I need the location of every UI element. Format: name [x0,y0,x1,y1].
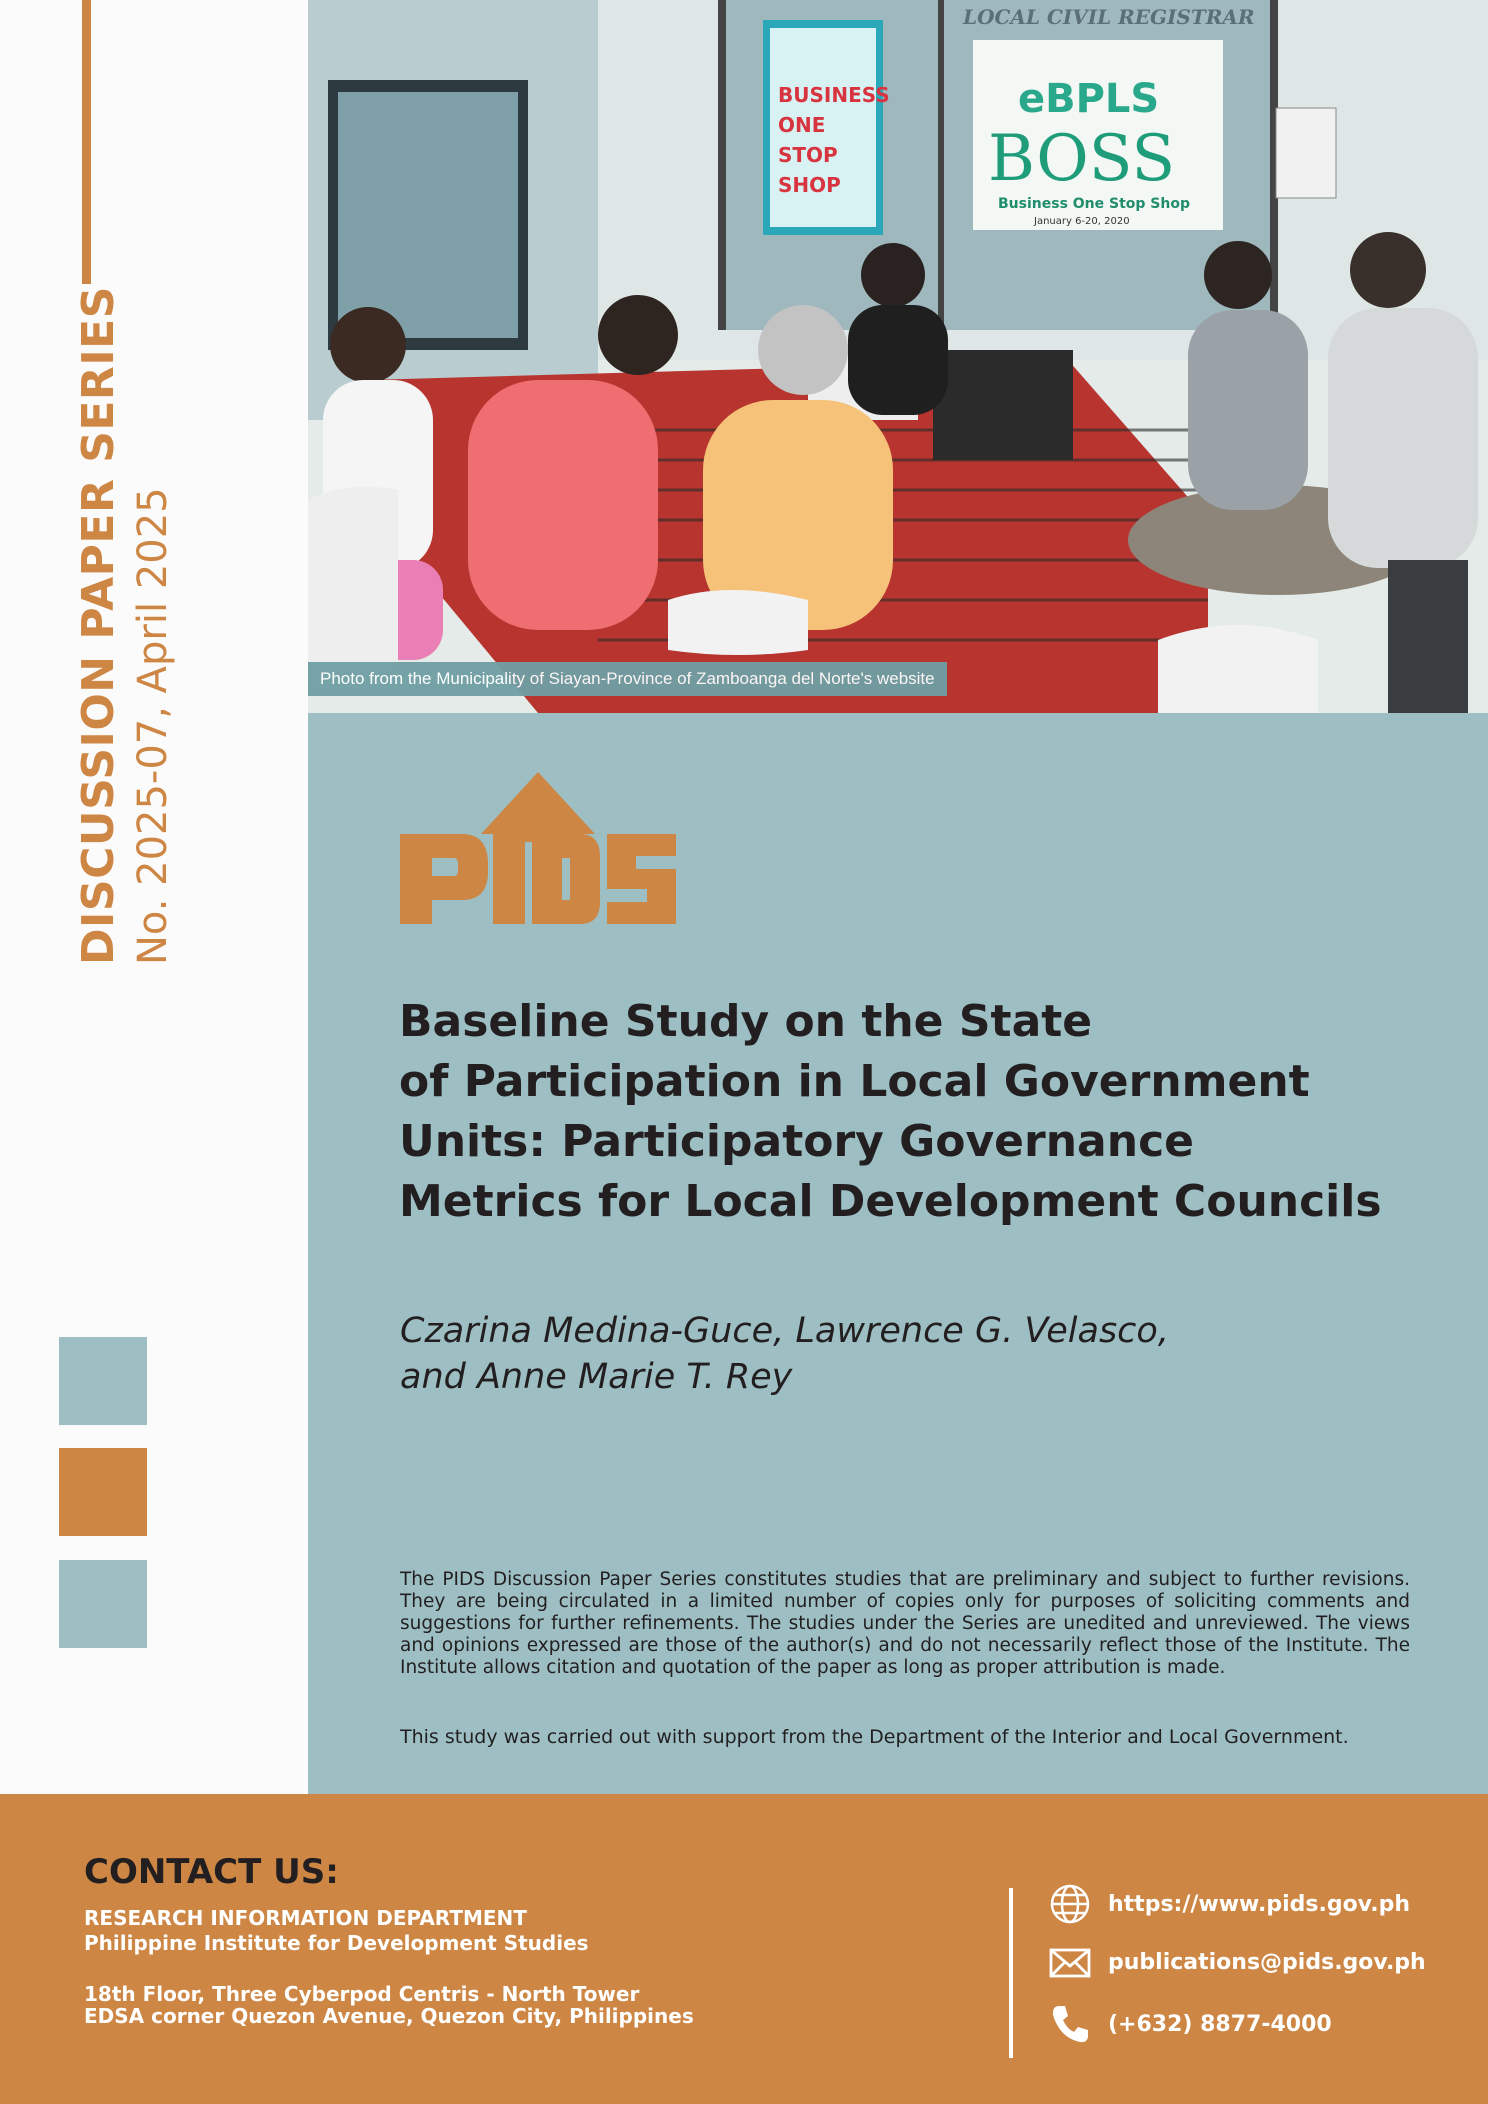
contact-department: RESEARCH INFORMATION DEPARTMENT [84,1906,527,1930]
paper-title [399,992,1459,1232]
contact-email[interactable] [1048,1940,1426,1984]
footer-divider [1009,1888,1013,2058]
decorative-square-teal-bottom [59,1560,147,1648]
decorative-square-orange [59,1448,147,1536]
pids-logo [400,772,677,927]
accent-bar [82,0,91,284]
title-line: of Participation in Local Government [399,1056,1310,1107]
svg-text:LOCAL CIVIL REGISTRAR: LOCAL CIVIL REGISTRAR [963,5,1255,29]
svg-text:BUSINESS: BUSINESS [778,83,890,107]
contact-website[interactable] [1048,1882,1410,1926]
svg-text:BOSS: BOSS [988,122,1176,196]
svg-text:SHOP: SHOP [778,173,841,197]
svg-text:January 6-20, 2020: January 6-20, 2020 [1034,216,1130,227]
website-link[interactable]: https://www.pids.gov.ph [1108,1891,1410,1917]
contact-heading: CONTACT US: [84,1852,339,1892]
contact-phone[interactable] [1048,2002,1332,2046]
contact-institute: Philippine Institute for Development Studies [84,1931,589,1955]
authors-line: Czarina Medina-Guce, Lawrence G. Velasco, [400,1311,1169,1351]
svg-text:Business One Stop Shop: Business One Stop Shop [998,196,1190,212]
svg-text:ONE: ONE [778,113,826,137]
title-line: Metrics for Local Development Councils [399,1176,1382,1227]
issue-number: No. 2025-07, April 2025 [130,487,176,965]
title-line: Units: Participatory Governance [399,1116,1194,1167]
series-title: DISCUSSION PAPER SERIES [73,286,124,965]
series-label [70,286,178,965]
authors-line: and Anne Marie T. Rey [400,1357,793,1397]
title-line: Baseline Study on the State [399,996,1093,1047]
email-link[interactable]: publications@pids.gov.ph [1108,1949,1426,1975]
series-disclaimer: The PIDS Discussion Paper Series constitutes studies that are preliminary and subject to further revisions. They are being circulated in a limited number of copies only for purposes of soliciting comments and suggestions for further refinements. The studies under the Series are unedited and unreviewed. The views and opinions expressed are those of the author(s) and do not necessarily reflect those of the Institute. The Institute allows citation and quotation of the paper as long as proper attribution is made. [400,1569,1410,1678]
decorative-square-teal-top [59,1337,147,1425]
contact-address-line2: EDSA corner Quezon Avenue, Quezon City, Philippines [84,2004,694,2028]
phone-icon [1048,2002,1092,2046]
paper-authors [400,1308,1400,1400]
mail-icon [1048,1940,1092,1984]
cover-photo [308,0,1488,713]
contact-address-line1: 18th Floor, Three Cyberpod Centris - North Tower [84,1982,640,2006]
svg-text:STOP: STOP [778,143,838,167]
svg-text:eBPLS: eBPLS [1018,76,1160,122]
phone-number[interactable]: (+632) 8877-4000 [1108,2011,1332,2037]
photo-caption: Photo from the Municipality of Siayan-Province of Zamboanga del Norte's website [308,662,947,696]
support-note: This study was carried out with support from the Department of the Interior and Local Government. [400,1726,1349,1748]
globe-icon [1048,1882,1092,1926]
